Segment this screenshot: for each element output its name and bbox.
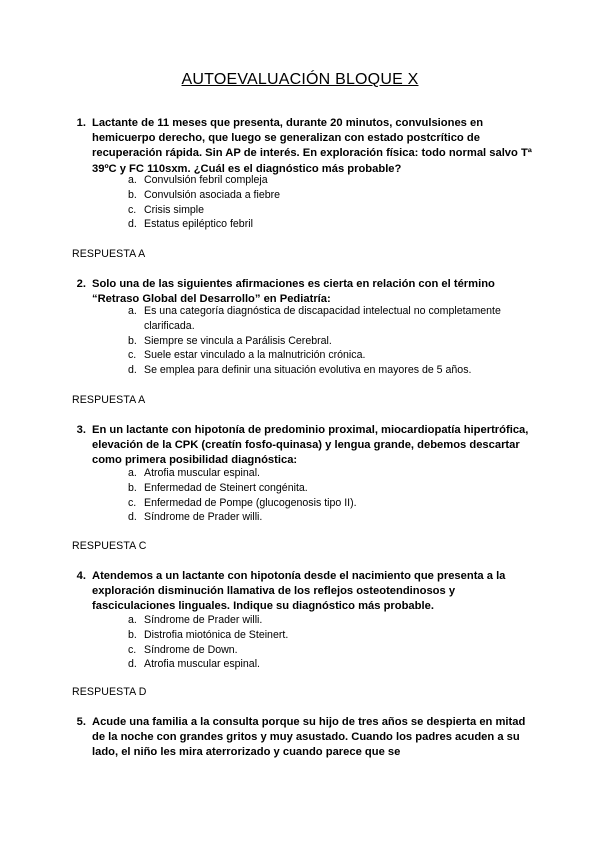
- option-d: d. Síndrome de Prader willi.: [128, 511, 263, 524]
- question-2: [76, 277, 532, 307]
- question-number: 4.: [76, 570, 86, 582]
- option-c: c. Suele estar vinculado a la malnutrición crónica.: [128, 349, 366, 362]
- option-c: c. Síndrome de Down.: [128, 643, 238, 656]
- question-3: [76, 423, 532, 469]
- options-list-1: [128, 173, 528, 232]
- option-b: b. Convulsión asociada a fiebre: [128, 188, 281, 201]
- question-text: Atendemos a un lactante con hipotonía desde el nacimiento que presenta a la exploración disminución llamativa de los reflejos osteotendinosos y fasciculaciones linguales. Indique su diagnóstico más probable.: [92, 570, 506, 613]
- question-text: Solo una de las siguientes afirmaciones es cierta en relación con el término “Retraso Global del Desarrollo” en Pediatría:: [92, 278, 495, 306]
- question-1: [76, 116, 532, 177]
- option-d: d. Atrofia muscular espinal.: [128, 658, 260, 671]
- option-c: c. Crisis simple: [128, 203, 205, 216]
- option-b: b. Enfermedad de Steinert congénita.: [128, 481, 308, 494]
- answer-2: RESPUESTA A: [72, 394, 146, 406]
- question-number: 2.: [76, 278, 86, 290]
- options-list-2: [128, 304, 528, 378]
- question-number: 3.: [76, 424, 86, 436]
- answer-4: RESPUESTA D: [72, 686, 147, 698]
- option-b: b. Distrofia miotónica de Steinert.: [128, 628, 289, 641]
- question-text: Lactante de 11 meses que presenta, durante 20 minutos, convulsiones en hemicuerpo derecho, que luego se generalizan con estado postcrítico de recuperación rápida. Sin AP de interés. En exploración física: todo normal salvo Tª 39ºC y FC 110sxm. ¿Cuál es el diagnóstico más probable?: [92, 117, 532, 175]
- question-text: Acude una familia a la consulta porque su hijo de tres años se despierta en mitad de la noche con grandes gritos y muy asustado. Cuando los padres acuden a su lado, el niño les mira aterrorizado y cuando parece que se: [92, 716, 526, 759]
- option-a: a. Convulsión febril compleja: [128, 174, 268, 186]
- question-5: [76, 715, 532, 761]
- page-title: AUTOEVALUACIÓN BLOQUE X: [181, 71, 419, 88]
- question-text: En un lactante con hipotonía de predominio proximal, miocardiopatía hipertrófica, elevación de la CPK (creatín fosfo-quinasa) y lengua grande, debemos descartar como primera posibilidad diagnóstica:: [92, 424, 529, 467]
- option-b: b. Siempre se vincula a Parálisis Cerebral.: [128, 334, 332, 347]
- option-c: c. Enfermedad de Pompe (glucogenosis tipo II).: [128, 496, 357, 509]
- options-list-3: [128, 466, 528, 525]
- option-a: a. Síndrome de Prader willi.: [128, 614, 263, 626]
- question-number: 5.: [76, 716, 86, 728]
- options-list-4: [128, 613, 528, 672]
- question-number: 1.: [76, 117, 86, 129]
- option-d: d. Se emplea para definir una situación evolutiva en mayores de 5 años.: [128, 364, 472, 377]
- question-4: [76, 569, 532, 615]
- answer-1: RESPUESTA A: [72, 248, 146, 260]
- answer-3: RESPUESTA C: [72, 540, 147, 552]
- option-d: d. Estatus epiléptico febril: [128, 218, 253, 231]
- option-a: a. Atrofia muscular espinal.: [128, 467, 260, 479]
- option-a: a. Es una categoría diagnóstica de discapacidad intelectual no completamente clarificada.: [128, 305, 501, 332]
